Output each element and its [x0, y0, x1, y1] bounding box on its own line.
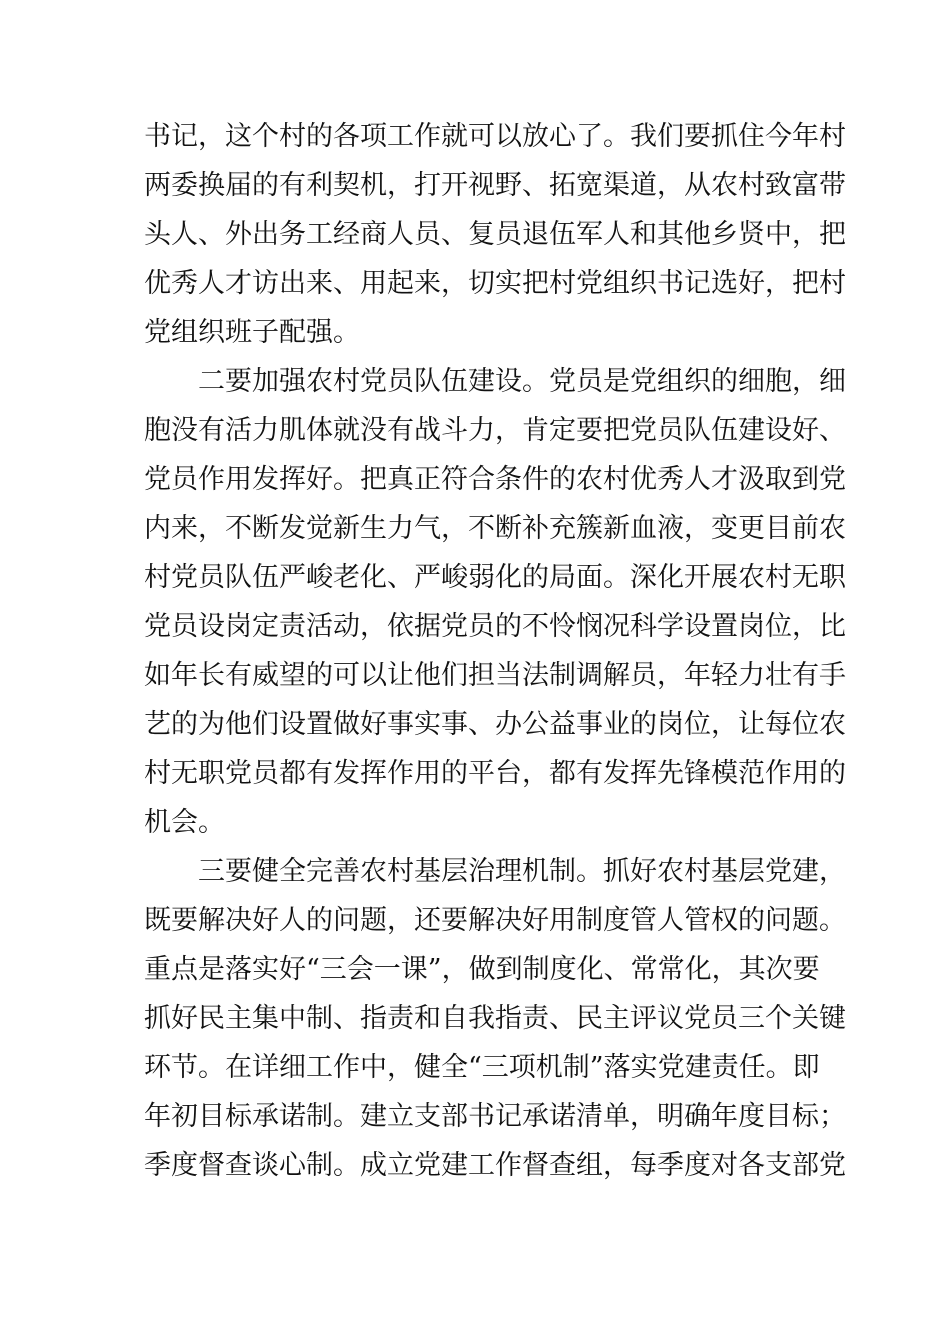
text-line: 党员设岗定责活动，依据党员的不怜悯况科学设置岗位，比 [144, 611, 846, 642]
text-line: 年初目标承诺制。建立支部书记承诺清单，明确年度目标； [144, 1101, 846, 1132]
paragraph-3 [144, 847, 846, 1190]
text-line: 内来，不断发觉新生力气，不断补充簇新血液，变更目前农 [144, 513, 846, 544]
text-line: 三要健全完善农村基层治理机制。抓好农村基层党建， [198, 856, 846, 887]
text-line: 胞没有活力肌体就没有战斗力，肯定要把党员队伍建设好、 [144, 415, 846, 446]
text-line: 党员作用发挥好。把真正符合条件的农村优秀人才汲取到党 [144, 464, 846, 495]
text-line: 如年长有威望的可以让他们担当法制调解员，年轻力壮有手 [144, 660, 846, 691]
text-line: 艺的为他们设置做好事实事、办公益事业的岗位，让每位农 [144, 709, 846, 740]
text-line: 优秀人才访出来、用起来，切实把村党组织书记选好，把村 [144, 268, 846, 299]
document-body [144, 112, 846, 1190]
text-line: 两委换届的有利契机，打开视野、拓宽渠道，从农村致富带 [144, 170, 846, 201]
text-line: 季度督查谈心制。成立党建工作督查组，每季度对各支部党 [144, 1150, 846, 1181]
text-line: 村无职党员都有发挥作用的平台，都有发挥先锋模范作用的 [144, 758, 846, 789]
paragraph-2 [144, 357, 846, 847]
text-line: 二要加强农村党员队伍建设。党员是党组织的细胞，细 [198, 366, 846, 397]
text-line: 既要解决好人的问题，还要解决好用制度管人管权的问题。 [144, 905, 846, 936]
text-line: 机会。 [144, 807, 225, 838]
text-line: 环节。在详细工作中，健全“三项机制”落实党建责任。即 [144, 1052, 820, 1083]
text-line: 抓好民主集中制、指责和自我指责、民主评议党员三个关键 [144, 1003, 846, 1034]
paragraph-1 [144, 112, 846, 357]
text-line: 书记，这个村的各项工作就可以放心了。我们要抓住今年村 [144, 121, 846, 152]
text-line: 党组织班子配强。 [144, 317, 360, 348]
text-line: 村党员队伍严峻老化、严峻弱化的局面。深化开展农村无职 [144, 562, 846, 593]
text-line: 重点是落实好“三会一课”，做到制度化、常常化，其次要 [144, 954, 820, 985]
text-line: 头人、外出务工经商人员、复员退伍军人和其他乡贤中，把 [144, 219, 846, 250]
